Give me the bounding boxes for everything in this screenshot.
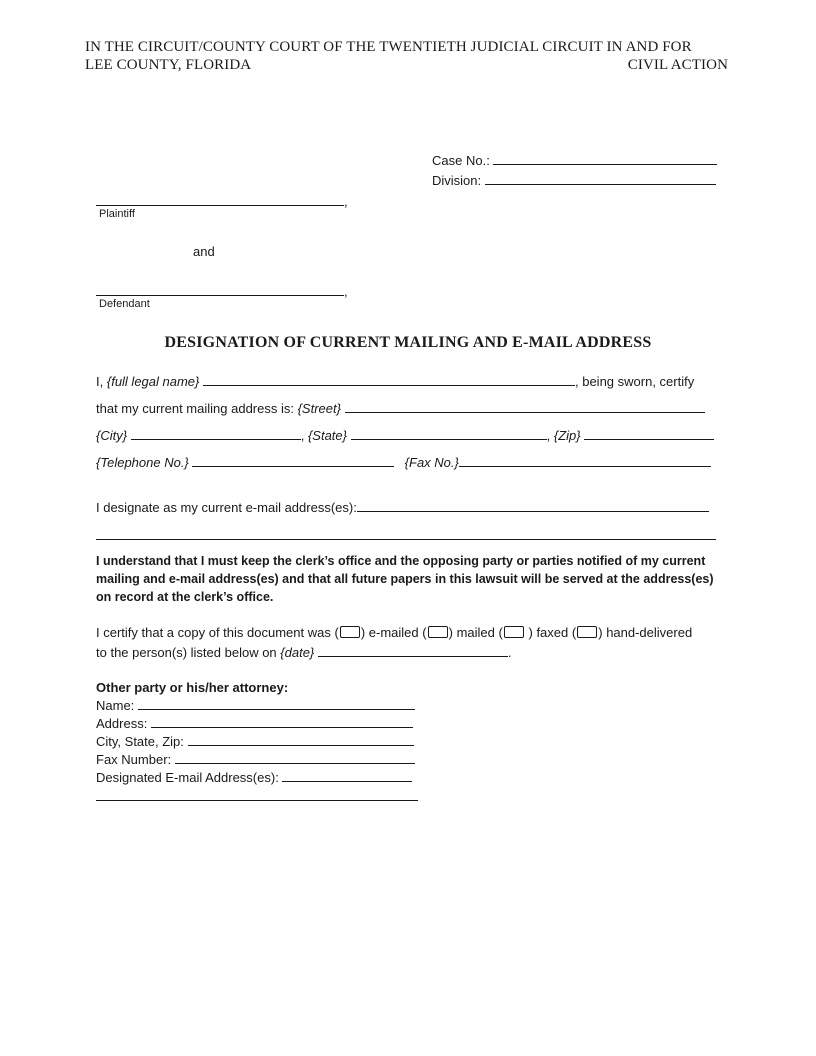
other-fax-row (96, 751, 415, 767)
defendant-name-field[interactable] (96, 283, 344, 296)
city-field[interactable] (131, 427, 301, 440)
email-label: I designate as my current e-mail address(es): (96, 500, 357, 515)
other-email-label: Designated E-mail Address(es): (96, 770, 279, 785)
division-label: Division: (432, 173, 482, 188)
state-comma: , (546, 428, 551, 443)
sworn-text: , being sworn, certify (575, 374, 695, 389)
case-number-label: Case No.: (432, 153, 490, 168)
certify-period: . (507, 645, 512, 660)
and-label: and (193, 244, 215, 259)
other-address-label: Address: (96, 716, 148, 731)
court-header: IN THE CIRCUIT/COUNTY COURT OF THE TWENTIETH JUDICIAL CIRCUIT IN AND FOR (85, 39, 692, 55)
mailing-text: that my current mailing address is: (96, 401, 294, 416)
emailed-label: e-mailed (368, 625, 419, 640)
case-number-row (432, 152, 717, 168)
certify-line2-text: to the person(s) listed below on (96, 645, 277, 660)
telephone-field[interactable] (192, 454, 394, 467)
document-title: DESIGNATION OF CURRENT MAILING AND E-MAIL ADDRESS (164, 334, 652, 351)
fax-field[interactable] (459, 454, 711, 467)
faxed-label: faxed (536, 625, 569, 640)
paren-close: ) (448, 625, 453, 640)
street-row (96, 400, 705, 416)
other-name-label: Name: (96, 698, 135, 713)
other-name-field[interactable] (138, 697, 415, 710)
zip-field[interactable] (584, 427, 714, 440)
full-name-row (96, 373, 694, 389)
other-fax-field[interactable] (175, 751, 415, 764)
paren-open: ( (498, 625, 503, 640)
hand-delivered-label: hand-delivered (606, 625, 693, 640)
full-name-field[interactable] (203, 373, 575, 386)
other-city-label: City, State, Zip: (96, 734, 184, 749)
city-hint: {City} (96, 428, 128, 443)
paren-open: ( (571, 625, 577, 640)
telephone-hint: {Telephone No.} (96, 455, 189, 470)
date-field[interactable] (318, 644, 508, 657)
defendant-comma: , (344, 284, 348, 299)
division-row (432, 172, 716, 188)
email-field[interactable] (357, 499, 709, 512)
hand-delivered-checkbox[interactable] (577, 626, 597, 638)
paren-close: ) (598, 625, 603, 640)
city-state-zip-row (96, 427, 714, 443)
paren-open: ( (334, 625, 339, 640)
notice-paragraph: I understand that I must keep the clerk’s office and the opposing party or parties notified of my current mailing and e-mail address(es) and that all future papers in this lawsuit will be served at the address(es) on record at the clerk’s office. (96, 554, 714, 604)
i-label: I, (96, 374, 104, 389)
county-label: LEE COUNTY, FLORIDA (85, 57, 252, 73)
case-number-field[interactable] (493, 152, 717, 165)
faxed-checkbox[interactable] (504, 626, 524, 638)
paren-close: ) (360, 625, 366, 640)
other-party-heading: Other party or his/her attorney: (96, 680, 289, 695)
street-field[interactable] (345, 400, 705, 413)
certify-intro: I certify that a copy of this document was (96, 625, 331, 640)
division-field[interactable] (485, 172, 716, 185)
other-email-row (96, 769, 412, 785)
plaintiff-comma: , (344, 194, 348, 209)
certify-date-row (96, 644, 512, 660)
email-row (96, 499, 709, 515)
emailed-checkbox[interactable] (340, 626, 360, 638)
other-email-continuation-field[interactable] (96, 800, 418, 801)
other-fax-label: Fax Number: (96, 752, 172, 767)
other-address-row (96, 715, 413, 731)
mailed-label: mailed (456, 625, 495, 640)
phone-fax-row (96, 454, 711, 470)
paren-open: ( (422, 625, 427, 640)
city-comma: , (300, 428, 305, 443)
zip-hint: {Zip} (553, 428, 581, 443)
other-city-row (96, 733, 414, 749)
plaintiff-name-field[interactable] (96, 193, 344, 206)
street-hint: {Street} (297, 401, 341, 416)
mailed-checkbox[interactable] (428, 626, 448, 638)
full-name-hint: {full legal name} (106, 374, 200, 389)
other-city-field[interactable] (188, 733, 414, 746)
email-continuation-field[interactable] (96, 539, 716, 540)
state-field[interactable] (351, 427, 547, 440)
other-address-field[interactable] (151, 715, 413, 728)
other-name-row (96, 697, 415, 713)
plaintiff-label: Plaintiff (99, 208, 135, 220)
civil-action-label: CIVIL ACTION (627, 57, 728, 73)
date-hint: {date} (280, 645, 315, 660)
defendant-label: Defendant (99, 298, 150, 310)
fax-hint: {Fax No.} (404, 455, 459, 470)
certify-row (96, 625, 692, 640)
state-hint: {State} (307, 428, 347, 443)
other-email-field[interactable] (282, 769, 412, 782)
paren-close: ) (528, 625, 533, 640)
